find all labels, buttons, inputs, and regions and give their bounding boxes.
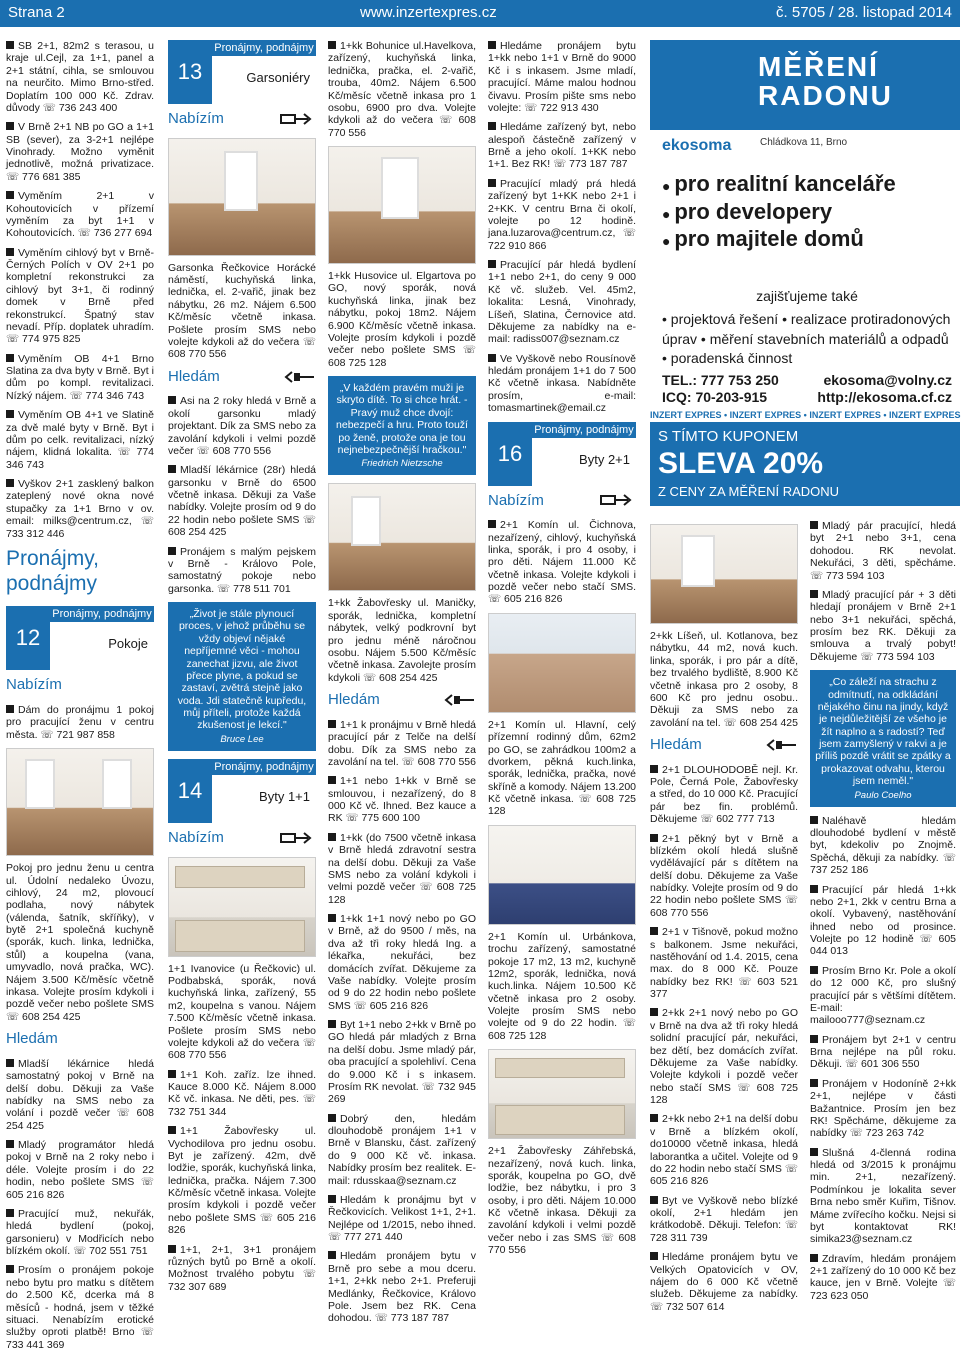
list-item: Hledáme pronájem bytu 1+kk nebo 1+1 v Brně do 9000 Kč i s inkasem. Jsme mladí, pracující. Máme malou hodnou čivavu. Prosím pište sms nebo volejte: ☏ 722 913 430 (488, 40, 636, 114)
list-item: 2+kk Líšeň, ul. Kotlanova, bez nábytku, 44 m2, nová kuch. linka, sporák, i pro pár a dítě, bez trvalého bydliště, 8.900 Kč včetně inkasa pro 2 osoby, 8 600 Kč pro jednu osobu.. Děkuji za SMS nebo za zavolání na tel. ☏ 608 254 425 (650, 630, 798, 729)
category-label: Byty 2+1 (579, 451, 630, 467)
list-item: Dobrý den, hledám dlouhodobě pronájem 1+1 v Brně v Blansku, část. zařízený do 9 000 Kč vč. inkasa. Nabídky prosím bez realitek. E-mail: rdusskaa@seznam.cz (328, 1112, 476, 1187)
room-photo (328, 483, 476, 591)
room-photo (650, 524, 798, 624)
coupon-line1: S TÍMTO KUPONEM (658, 428, 799, 445)
web-link[interactable]: http://ekosoma.cf.cz (817, 388, 952, 405)
nabizim-heading: Nabízím (168, 110, 316, 128)
list-item: Pronájem v Hodoníně 2+kk 2+1, nejlépe v části Bažantnice. Prosím jen bez RK! Spěcháme, děkujeme za nabídky ☏ 723 263 742 (810, 1077, 956, 1140)
list-item: 1+1 Žabovřesky ul. Vychodilova pro jednu osobu. Byt je zařízený. 42m, dvě lodžie, sporák, kuchyňská linka, lednička, pračka. Nájem 7.300 Kč/měsíc včetně inkasa. Volejte prosím kdykoli i pozdě večer nebo pošlete SMS ☏ 605 216 826 (168, 1125, 316, 1237)
list-item: Vyměním OB 4+1 ve Slatině za dvě malé byty v Brně. Byt i dům po celk. revitalizaci, nízký nájem, klidná lokalita. ☏ 774 346 743 (6, 409, 154, 471)
quote-text: „Život je stále plynoucí proces, v jehož průběhu se vždy objeví nějaké nepříjemné věci - mohou zanechat jizvu, ale život přece plyne, a pokud se zastaví, zvětrá stejně jako voda. Jdi statečně kupředu, můj příteli, protože každá zkušenost je lekcí." (177, 608, 307, 732)
list-item: Byt ve Vyškově nebo blízké okolí, 2+1 hledám jen krátkodobě. Děkuji. Telefon: ☏ 728 311 739 (650, 1194, 798, 1244)
list-item: Vyměním cihlový byt v Brně-Černých Polích v OV 2+1 po kompletní rekonstrukci za cihlový byt 3+1, či rodinný domek v Brně před rekonstrukcí. Špatný stav nevadí. Příp. doplatek uhradím. ☏ 774 975 825 (6, 246, 154, 346)
list-item: Slušná 4-členná rodina hledá od 3/2015 k pronájmu min. 2+1, nezařízený. Podmínkou je lokalita sever Brna nebo směr Kuřim, Tišnov. Máme zvířecího kočku. Nejsi si byt kontaktovat RK! simika23@seznam.cz (810, 1146, 956, 1246)
quote-author: Paulo Coelho (854, 789, 912, 801)
list-item: Pracující pár hledá 1+kk nebo 2+1, 2kk v centru Brna a okolí. Vybavený, nastěhování ihned nebo od prosince. Volejte po 12 hodině ☏ 605 044 013 (810, 883, 956, 958)
quote-author: Friedrich Nietzsche (361, 458, 443, 470)
column-1 (6, 40, 154, 1351)
advert-banner[interactable] (650, 40, 960, 510)
column-2 (168, 40, 316, 1310)
category-label: Garsoniéry (246, 70, 310, 85)
coupon-strip: INZERT EXPRES • INZERT EXPRES • INZERT EXPRES • INZERT EXPRES (650, 410, 961, 420)
list-item: SB 2+1, 82m2 s terasou, u kraje ul.Cejl, za 1+1, panel a 2+1 státní, cihla, se smlouvou na neurčito. Mimo Brno-střed. Doplatím 100 000 Kč. Zdrav. důvody ☏ 736 243 400 (6, 40, 154, 114)
category-number: 13 (168, 40, 212, 104)
list-item: Mladý programátor hledá pokoj v Brně na 2 roky nebo i déle. Volejte prosím i do 22 hodin, nebo pošlete SMS ☏ 605 216 826 (6, 1139, 154, 1201)
room-photo (488, 825, 636, 925)
category-title: Pronájmy, podnájmy (212, 759, 316, 775)
list-item: 2+1 Žabovřesky Záhřebská, nezařízený, nová kuch. linka, sporák, koupelna po GO, dvě lodžie, bez nábytku, i pro 3 osoby, i pro děti. Nájem 10.000 Kč včetně inkasa. Děkuji za zavolání kdykoli i velmi pozdě večer nebo i zas SMS ☏ 608 770 556 (488, 1145, 636, 1257)
section-title: Pronájmy, podnájmy (6, 546, 99, 595)
list-item: Vyměním 2+1 v Kohoutovicích v přízemí vyměním za byt 1+1 v Kohoutovicích. ☏ 736 277 694 (6, 190, 154, 240)
hledam-heading: Hledám (168, 368, 316, 386)
coupon-line3: Z CENY ZA MĚŘENÍ RADONU (658, 484, 840, 499)
category-number: 16 (488, 422, 532, 486)
column-3 (328, 40, 476, 1325)
arrow-left-icon (280, 370, 316, 384)
category-box (488, 422, 636, 486)
list-item: Asi na 2 roky hledá v Brně a okolí garsonku mladý projektant. Dík za SMS nebo za zavolání kdykoli i velmi pozdě večer ☏ 608 770 556 (168, 395, 316, 457)
arrow-right-icon (280, 831, 316, 845)
issue-date: č. 5705 / 28. listopad 2014 (776, 4, 952, 21)
list-item: 2+1 DLOUHODOBĚ nejl. Kr. Pole, Černá Pole, Žabovřesky a střed, do 10 000 Kč. Pracující pár bez fin. problémů. Děkujeme ☏ 602 777 713 (650, 763, 798, 826)
also-heading: zajišťujeme také (756, 288, 858, 304)
list-item: Zdravím, hledám pronájem 2+1 zařízený do 10 000 Kč bez kauce, jen v Brně. Volejte ☏ 723 623 050 (810, 1252, 956, 1302)
list-item: 2+1 v Tišnově, pokud možno s balkonem. Jsme nekuřáci, nastěhování od 1.4. 2015, cena max. do 8 000 Kč. Pouze nabídky bez RK! ☏ 603 521 377 (650, 926, 798, 1001)
category-label: Pokoje (108, 636, 148, 652)
quote-text: „V každém pravém muži je skryto dítě. To si chce hrát. - Pravý muž chce dvojí: nebezpečí a hru. Proto touží po ženě, protože ona je tou nejnebezpečnější hračkou." (336, 382, 468, 456)
list-item: Vyškov 2+1 zasklený balkon zateplený nové okna nové stupačky za 1+1 Brno v ov. email: milks@centrum.cz, ☏ 733 312 446 (6, 478, 154, 540)
list-item: 1+kk 1+1 nový nebo po GO v Brně, až do 9500 / měs, na dva až tři roky hledá Ing. a lékařka, nekuřáci, bez domácích zvířat. Děkujeme za Vaše nabídky. Volejte prosím od 9 do 22 hodin nebo pošlete SMS ☏ 605 216 826 (328, 913, 476, 1012)
banner-top (650, 40, 960, 130)
hledam-heading: Hledám (328, 691, 476, 709)
list-item: Prosím Brno Kr. Pole a okolí do 12 000 Kč, pro slušný pracující pár s většími dítětem. E-mail: mailooo777@seznam.cz (810, 964, 956, 1027)
list-item: Hledám k pronájmu byt v Řečkovicích. Velikost 1+1, 2+1. Nejlépe od 1/2015, nebo ihned. ☏ 777 271 440 (328, 1193, 476, 1244)
nabizim-heading: Nabízím (488, 492, 636, 510)
kitchen-photo (488, 1049, 636, 1139)
phone[interactable]: TEL.: 777 753 250 (662, 372, 779, 388)
column-5 (650, 520, 798, 1313)
list-item: 1+1, 2+1, 3+1 pronájem různých bytů po Brně a okolí. Možnost trvalého pobytu ☏ 732 307 689 (168, 1243, 316, 1293)
arrow-right-icon (600, 493, 636, 507)
list-item: Prosím o pronájem pokoje nebo bytu pro matku s dítětem do 2.500 Kč, dcerka má 8 měsíců - hodná, jsem v těžké situaci. Nenabízím erotické služby oproti platbě! Brno ☏ 733 441 369 (6, 1264, 154, 1351)
list-item: Mladý pár pracující, hledá byt 2+1 nebo 3+1, cena dohodou. RK nevolat. Nekuřáci, 3 děti, spěcháme. ☏ 773 594 103 (810, 520, 956, 582)
list-item: V Brně 2+1 NB po GO a 1+1 SB (sever), za 3-2+1 nejlépe Vinohrady. Možno vyměnit jednotlivě, možná privatizace. ☏ 776 681 385 (6, 121, 154, 183)
list-item: 1+1 Ivanovice (u Řečkovic) ul. Podbabská, sporák, nová kuchyňská linka, zařízený, 55 m2, koupelna s vanou. Nájem 7.500 Kč/měsíc včetně inkasa. Pošlete prosím SMS nebo volejte kdykoli až do večera ☏ 608 770 556 (168, 962, 316, 1062)
target-list (662, 170, 952, 253)
services-text: • projektová řešení • realizace protiradonových úprav • měření stavebních materiálů a odpadů • poradenská činnost (662, 311, 951, 367)
category-title: Pronájmy, podnájmy (50, 606, 154, 622)
list-item: 2+1 Komín ul. Hlavní, celý přízemní rodinný dům, 62m2 po GO, se zahrádkou 100m2 a dvorkem, pěkná kuch.linka, sporák, lednička, pračka, nové skříně a komody. Nájem 13.200 Kč včetně inkasa. ☏ 608 725 128 (488, 718, 636, 818)
arrow-left-icon (762, 738, 798, 752)
list-item: 2+1 Komín ul. Urbánkova, trochu zařízený, samostatné pokoje 17 m2, 13 m2, kuchyně 12m2, sporák, lednička, nová kuch.linka. Nájem 10.500 Kč včetně inkasa pro 2 osoby. Volejte prosím SMS nebo volejte od 9 do 22 hodin. ☏ 608 725 128 (488, 930, 636, 1042)
category-label: Byty 1+1 (259, 788, 310, 804)
room-photo (168, 138, 316, 256)
site-url[interactable]: www.inzertexpres.cz (360, 4, 497, 21)
column-6 (810, 520, 956, 1310)
category-title: Pronájmy, podnájmy (532, 422, 636, 438)
quote-box (168, 602, 316, 751)
list-item: Dám do pronájmu 1 pokoj pro pracující ženu v centru města. ☏ 721 987 858 (6, 704, 154, 741)
room-photo (328, 146, 476, 264)
quote-box (810, 670, 956, 807)
list-item: Pracující pár hledá bydlení 1+1 nebo 2+1, do ceny 9 000 Kč vč. služeb. Vel. 45m2, lokalita: Lesná, Vinohrady, Líšeň, Slatina, Černovice atd. Děkujeme za nabídky na e-mail: radiss007@seznam.cz (488, 259, 636, 346)
list-item: 2+1 pěkný byt v Brně a blízkém okolí hledá slušně vydělávající pár s dítětem na delší dobu. Děkujeme za Vaše nabídky. Volejte prosím od 9 do 22 hodin nebo pošlete SMS ☏ 608 770 556 (650, 832, 798, 919)
list-item: Pracující muž, nekuřák, hledá bydlení (pokoj, garsonieru) v Modřicích nebo blízkém okolí. ☏ 702 551 751 (6, 1207, 154, 1258)
list-item: Hledáme pronájem bytu ve Velkých Opatovicích v OV, nájem do 6 000 Kč včetně služeb. Děkujeme za nabídky. ☏ 732 507 614 (650, 1251, 798, 1313)
category-box (6, 606, 154, 670)
list-item: 2+kk nebo 2+1 na delší dobu v Brně a blízkém okolí, do10000 včetně inkasa, hledá laborantka a učitel. Volejte od 9 do 22 hodin nebo stačí SMS ☏ 605 216 826 (650, 1113, 798, 1188)
list-item: 2+kk 2+1 nový nebo po GO v Brně na dva až tři roky hledá solidní pracující pár, nekuřáci, bez dětí, bez domácích zvířat. Děkujeme za Vaše nabídky. Volejte kdykoli i pozdě večer nebo stačí SMS ☏ 608 725 128 (650, 1007, 798, 1107)
list-item: ● pro majitele domů (662, 225, 952, 253)
icq: ICQ: 70-203-915 (662, 388, 768, 405)
category-number: 14 (168, 759, 212, 823)
category-title: Pronájmy, podnájmy (212, 40, 316, 56)
category-number: 12 (6, 606, 50, 670)
list-item: ● pro realitní kanceláře (662, 170, 952, 198)
category-box (168, 40, 316, 104)
list-item: Naléhavě hledám dlouhodobé bydlení v městě byt, kdekoliv po Znojmě. Spěchá, děkuji za nabídky. ☏ 737 252 186 (810, 814, 956, 877)
list-item: 1+1 nebo 1+kk v Brně se smlouvou, i nezařízený, do 8 000 Kč vč. Ihned. Bez kauce a RK ☏ 775 600 100 (328, 775, 476, 825)
quote-box (328, 376, 476, 475)
list-item: Ve Vyškově nebo Rousínově hledám pronájem 1+1 do 7 500 Kč včetně inkasa. Nabídněte prosím, e-mail: tomasmartinek@email.cz (488, 352, 636, 415)
quote-author: Bruce Lee (220, 733, 264, 745)
list-item: Byt 1+1 nebo 2+kk v Brně po GO hledá pár mladých z Brna na delší dobu. Jsme mladý pár, oba pracující a spolehliví. Cena do 9.000 Kč i s inkasem. Prosím RK nevolat. ☏ 732 945 269 (328, 1019, 476, 1106)
arrow-right-icon (280, 112, 316, 126)
house-photo (488, 613, 636, 713)
list-item: Pronájem byt 2+1 v centru Brna nejlépe na půl roku. Děkuji. ☏ 601 306 550 (810, 1033, 956, 1071)
page-header (0, 0, 960, 27)
category-box (168, 759, 316, 823)
list-item: Pracující mladý prá hledá zařízený byt 1+KK nebo 2+1 i 2+KK. V centru Brna či okolí, volejte po 12 hodině. jana.luzarova@centrum.cz, ☏ 722 910 866 (488, 177, 636, 252)
list-item: Vyměním OB 4+1 Brno Slatina za dva byty v Brně. Byt i dům po kompl. revitalizaci. Nízký nájem. ☏ 774 346 743 (6, 352, 154, 402)
list-item: 1+kk (do 7500 včetně inkasa v Brně hledá zdravotní sestra na delší dobu. Děkuji za Vaše SMS nebo za volání kdykoli i velmi pozdě večer ☏ 608 725 128 (328, 831, 476, 906)
coupon-discount: SLEVA 20% (658, 447, 824, 480)
company-address: Chládkova 11, Brno (760, 137, 848, 148)
room-photo (6, 748, 154, 856)
banner-title: MĚŘENÍ RADONU (758, 51, 893, 112)
kitchen-photo (168, 857, 316, 957)
company-logo: ekosoma (662, 137, 732, 154)
nabizim-heading: Nabízím (168, 829, 316, 847)
list-item: Mladší lékárnice hledá samostatný pokoj v Brně na delší dobu. Děkuji za Vaše nabídky na SMS nebo za volání i pozdě večer ☏ 608 254 425 (6, 1057, 154, 1132)
email-link[interactable]: ekosoma@volny.cz (823, 372, 952, 388)
list-item: 1+1 k pronájmu v Brně hledá pracující pár z Telče na delší dobu. Dík za SMS nebo za zavolání na tel. ☏ 608 770 556 (328, 718, 476, 768)
quote-text: „Co záleží na strachu z odmítnutí, na odkládání nějakého činu na jindy, když je nejdůležitější ze všeho je žít naplno a s radostí? Teď jsem zamyšlený v rakvi a je příliš pozdě vrátit se zpátky a prokazovat odvahu, kterou jsem neměl." (815, 676, 951, 788)
list-item: Mladý pracující pár + 3 děti hledají pronájem v Brně 2+1 nebo 3+1 nekuřáci, spěchá, prosím bez RK. Děkuji za smlouva a trvalý pobyt! Děkujeme ☏ 773 594 103 (810, 588, 956, 663)
list-item: 2+1 Komín ul. Čichnova, nezařízený, cihlový, kuchyňská linka, sporák, i pro 4 osoby, i pro děti. Nájem 11.000 Kč včetně inkasa. Volejte kdykoli i pozdě večer nebo stačí SMS. ☏ 605 216 826 (488, 519, 636, 606)
contact-block (662, 372, 952, 406)
hledam-heading: Hledám (650, 736, 798, 754)
coupon (650, 408, 960, 506)
list-item: Mladší lékárnice (28r) hledá garsonku v Brně do 6500 včetně inkasa. Děkuji za Vaše nabídky. Volejte prosím od 9 do 22 hodin nebo pošlete SMS ☏ 608 254 425 (168, 464, 316, 539)
list-item: Pokoj pro jednu ženu u centra ul. Údolní nedaleko Úvozu, cihlový, 24 m2, plovoucí podlaha, nový nábytek (válenda, šatník, skříňky), v bytě 2+1 společná kuchyně (sporák, kuch. linka, lednička, stůl) a koupelna (vana, umyvadlo, nová pračka, WC). Nájem 3.500 Kč/měsíc včetně inkasa. Volejte prosím kdykoli i pozdě večer nebo pošlete SMS ☏ 608 254 425 (6, 862, 154, 1023)
page-number: Strana 2 (8, 4, 65, 21)
hledam-heading: Hledám (6, 1030, 58, 1048)
list-item: Hledáme zařízený byt, nebo alespoň částečně zařízený v Brně a jeho okolí. 1+KK nebo 1+1. Bez RK! ☏ 773 187 787 (488, 121, 636, 171)
list-item: Garsonka Řečkovice Horácké náměstí, kuchyňská linka, lednička, el. 2-vařič, jinak bez nábytku, 26 m2. Nájem 6.500 Kč/měsíc včetně inkasa. Pošlete prosím SMS nebo volejte kdykoli až do večera ☏ 608 770 556 (168, 261, 316, 361)
nabizim-heading: Nabízím (6, 676, 62, 694)
list-item: Pronájem s malým pejskem v Brně - Královo Pole, samostatný pokoje nebo garsonka. ☏ 778 511 701 (168, 545, 316, 595)
list-item: 1+1 Koh. zaříz. lze ihned. Kauce 8.000 Kč. Nájem 8.000 Kč vč. inkasa. Ne děti, pes. ☏ 732 751 344 (168, 1068, 316, 1118)
list-item: 1+kk Žabovřesky ul. Maničky, sporák, lednička, kompletní nábytek, velký podkrovní byt pro jednu méně náročnou osobu. Nájem 5.500 Kč/měsíc včetně inkasa. Zavolejte prosím kdykoli ☏ 608 254 425 (328, 597, 476, 684)
list-item: 1+kk Bohunice ul.Havelkova, zařízený, kuchyňská linka, lednička, pračka, el. 2-vařič, trouba, 40m2. Nájem 6.500 Kč/měsíc včetně inkasa pro 1 osobu, 6900 pro dva. Volejte kdykoli až do večera ☏ 608 770 556 (328, 40, 476, 139)
column-4 (488, 40, 636, 1310)
list-item: Hledám pronájem bytu v Brně pro sebe a mou dceru. 1+1, 2+kk nebo 2+1. Preferuji Medlánky, Řečkovice, Královo Pole. Jsem bez RK. Cena dohodou. ☏ 773 187 787 (328, 1250, 476, 1325)
arrow-left-icon (440, 693, 476, 707)
list-item: 1+kk Husovice ul. Elgartova po GO, nový sporák, nová kuchyňská linka, jinak bez nábytku, pokoj 18m2. Nájem 6.900 Kč/měsíc včetně inkasa. Volejte prosím kdykoli i pozdě večer nebo pošlete SMS ☏ 608 725 128 (328, 270, 476, 369)
list-item: ● pro developery (662, 198, 952, 226)
